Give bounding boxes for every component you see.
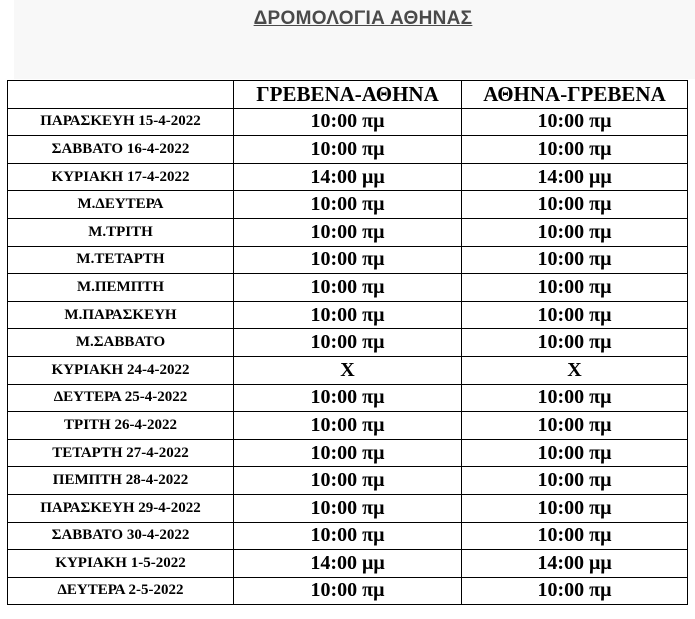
athens-grevena-time: 10:00 πμ (462, 384, 688, 412)
table-row (8, 494, 688, 522)
corner-header (8, 81, 234, 109)
grevena-athens-time: 10:00 πμ (234, 439, 462, 467)
table-row (8, 329, 688, 357)
table-row (8, 412, 688, 440)
table-row (8, 136, 688, 164)
table-row (8, 163, 688, 191)
day-cell: ΔΕΥΤΕΡΑ 2-5-2022 (8, 577, 234, 605)
day-cell: Μ.ΔΕΥΤΕΡΑ (8, 191, 234, 219)
table-row (8, 274, 688, 302)
day-cell: Μ.ΤΡΙΤΗ (8, 218, 234, 246)
day-cell: ΣΑΒΒΑΤΟ 30-4-2022 (8, 522, 234, 550)
athens-grevena-time: 10:00 πμ (462, 108, 688, 136)
day-cell: Μ.ΠΕΜΠΤΗ (8, 274, 234, 302)
athens-grevena-time: 10:00 πμ (462, 577, 688, 605)
grevena-athens-time: 14:00 μμ (234, 550, 462, 578)
day-cell: ΤΡΙΤΗ 26-4-2022 (8, 412, 234, 440)
day-cell: ΚΥΡΙΑΚΗ 24-4-2022 (8, 356, 234, 384)
grevena-athens-time: 10:00 πμ (234, 108, 462, 136)
day-cell: ΣΑΒΒΑΤΟ 16-4-2022 (8, 136, 234, 164)
day-cell: ΚΥΡΙΑΚΗ 17-4-2022 (8, 163, 234, 191)
day-cell: Μ.ΣΑΒΒΑΤΟ (8, 329, 234, 357)
grevena-athens-time: 10:00 πμ (234, 412, 462, 440)
page-title: ΔΡΟΜΟΛΟΓΙΑ ΑΘΗΝΑΣ (253, 8, 473, 29)
athens-grevena-time: 14:00 μμ (462, 163, 688, 191)
athens-grevena-time: 10:00 πμ (462, 218, 688, 246)
grevena-athens-time: 10:00 πμ (234, 301, 462, 329)
grevena-athens-time: 10:00 πμ (234, 522, 462, 550)
athens-grevena-time: 10:00 πμ (462, 246, 688, 274)
day-cell: Μ.ΠΑΡΑΣΚΕΥΗ (8, 301, 234, 329)
athens-grevena-time: 10:00 πμ (462, 522, 688, 550)
table-row (8, 384, 688, 412)
table-row (8, 439, 688, 467)
day-cell: ΠΑΡΑΣΚΕΥΗ 15-4-2022 (8, 108, 234, 136)
table-row (8, 218, 688, 246)
table-row (8, 577, 688, 605)
grevena-athens-time: 10:00 πμ (234, 191, 462, 219)
table-row (8, 550, 688, 578)
athens-grevena-time: 10:00 πμ (462, 467, 688, 495)
day-cell: ΠΑΡΑΣΚΕΥΗ 29-4-2022 (8, 494, 234, 522)
table-row (8, 191, 688, 219)
grevena-athens-time: 10:00 πμ (234, 329, 462, 357)
column-header-athens-grevena: ΑΘΗΝΑ-ΓΡΕΒΕΝΑ (462, 81, 688, 109)
column-header-grevena-athens: ΓΡΕΒΕΝΑ-ΑΘΗΝΑ (234, 81, 462, 109)
table-row (8, 301, 688, 329)
grevena-athens-time: 10:00 πμ (234, 494, 462, 522)
table-row (8, 522, 688, 550)
athens-grevena-time: 10:00 πμ (462, 329, 688, 357)
table-row (8, 108, 688, 136)
table-row (8, 467, 688, 495)
schedule-table (7, 80, 688, 605)
grevena-athens-time: 10:00 πμ (234, 577, 462, 605)
table-row (8, 246, 688, 274)
day-cell: ΠΕΜΠΤΗ 28-4-2022 (8, 467, 234, 495)
table-row (8, 356, 688, 384)
grevena-athens-time: Χ (234, 356, 462, 384)
grevena-athens-time: 14:00 μμ (234, 163, 462, 191)
grevena-athens-time: 10:00 πμ (234, 384, 462, 412)
athens-grevena-time: 10:00 πμ (462, 494, 688, 522)
grevena-athens-time: 10:00 πμ (234, 467, 462, 495)
athens-grevena-time: 10:00 πμ (462, 301, 688, 329)
grevena-athens-time: 10:00 πμ (234, 274, 462, 302)
athens-grevena-time: 10:00 πμ (462, 191, 688, 219)
day-cell: ΚΥΡΙΑΚΗ 1-5-2022 (8, 550, 234, 578)
grevena-athens-time: 10:00 πμ (234, 136, 462, 164)
athens-grevena-time: 10:00 πμ (462, 439, 688, 467)
grevena-athens-time: 10:00 πμ (234, 246, 462, 274)
athens-grevena-time: 10:00 πμ (462, 412, 688, 440)
day-cell: ΤΕΤΑΡΤΗ 27-4-2022 (8, 439, 234, 467)
grevena-athens-time: 10:00 πμ (234, 218, 462, 246)
day-cell: ΔΕΥΤΕΡΑ 25-4-2022 (8, 384, 234, 412)
athens-grevena-time: 14:00 μμ (462, 550, 688, 578)
athens-grevena-time: 10:00 πμ (462, 274, 688, 302)
header-row (8, 81, 688, 109)
athens-grevena-time: Χ (462, 356, 688, 384)
day-cell: Μ.ΤΕΤΑΡΤΗ (8, 246, 234, 274)
athens-grevena-time: 10:00 πμ (462, 136, 688, 164)
